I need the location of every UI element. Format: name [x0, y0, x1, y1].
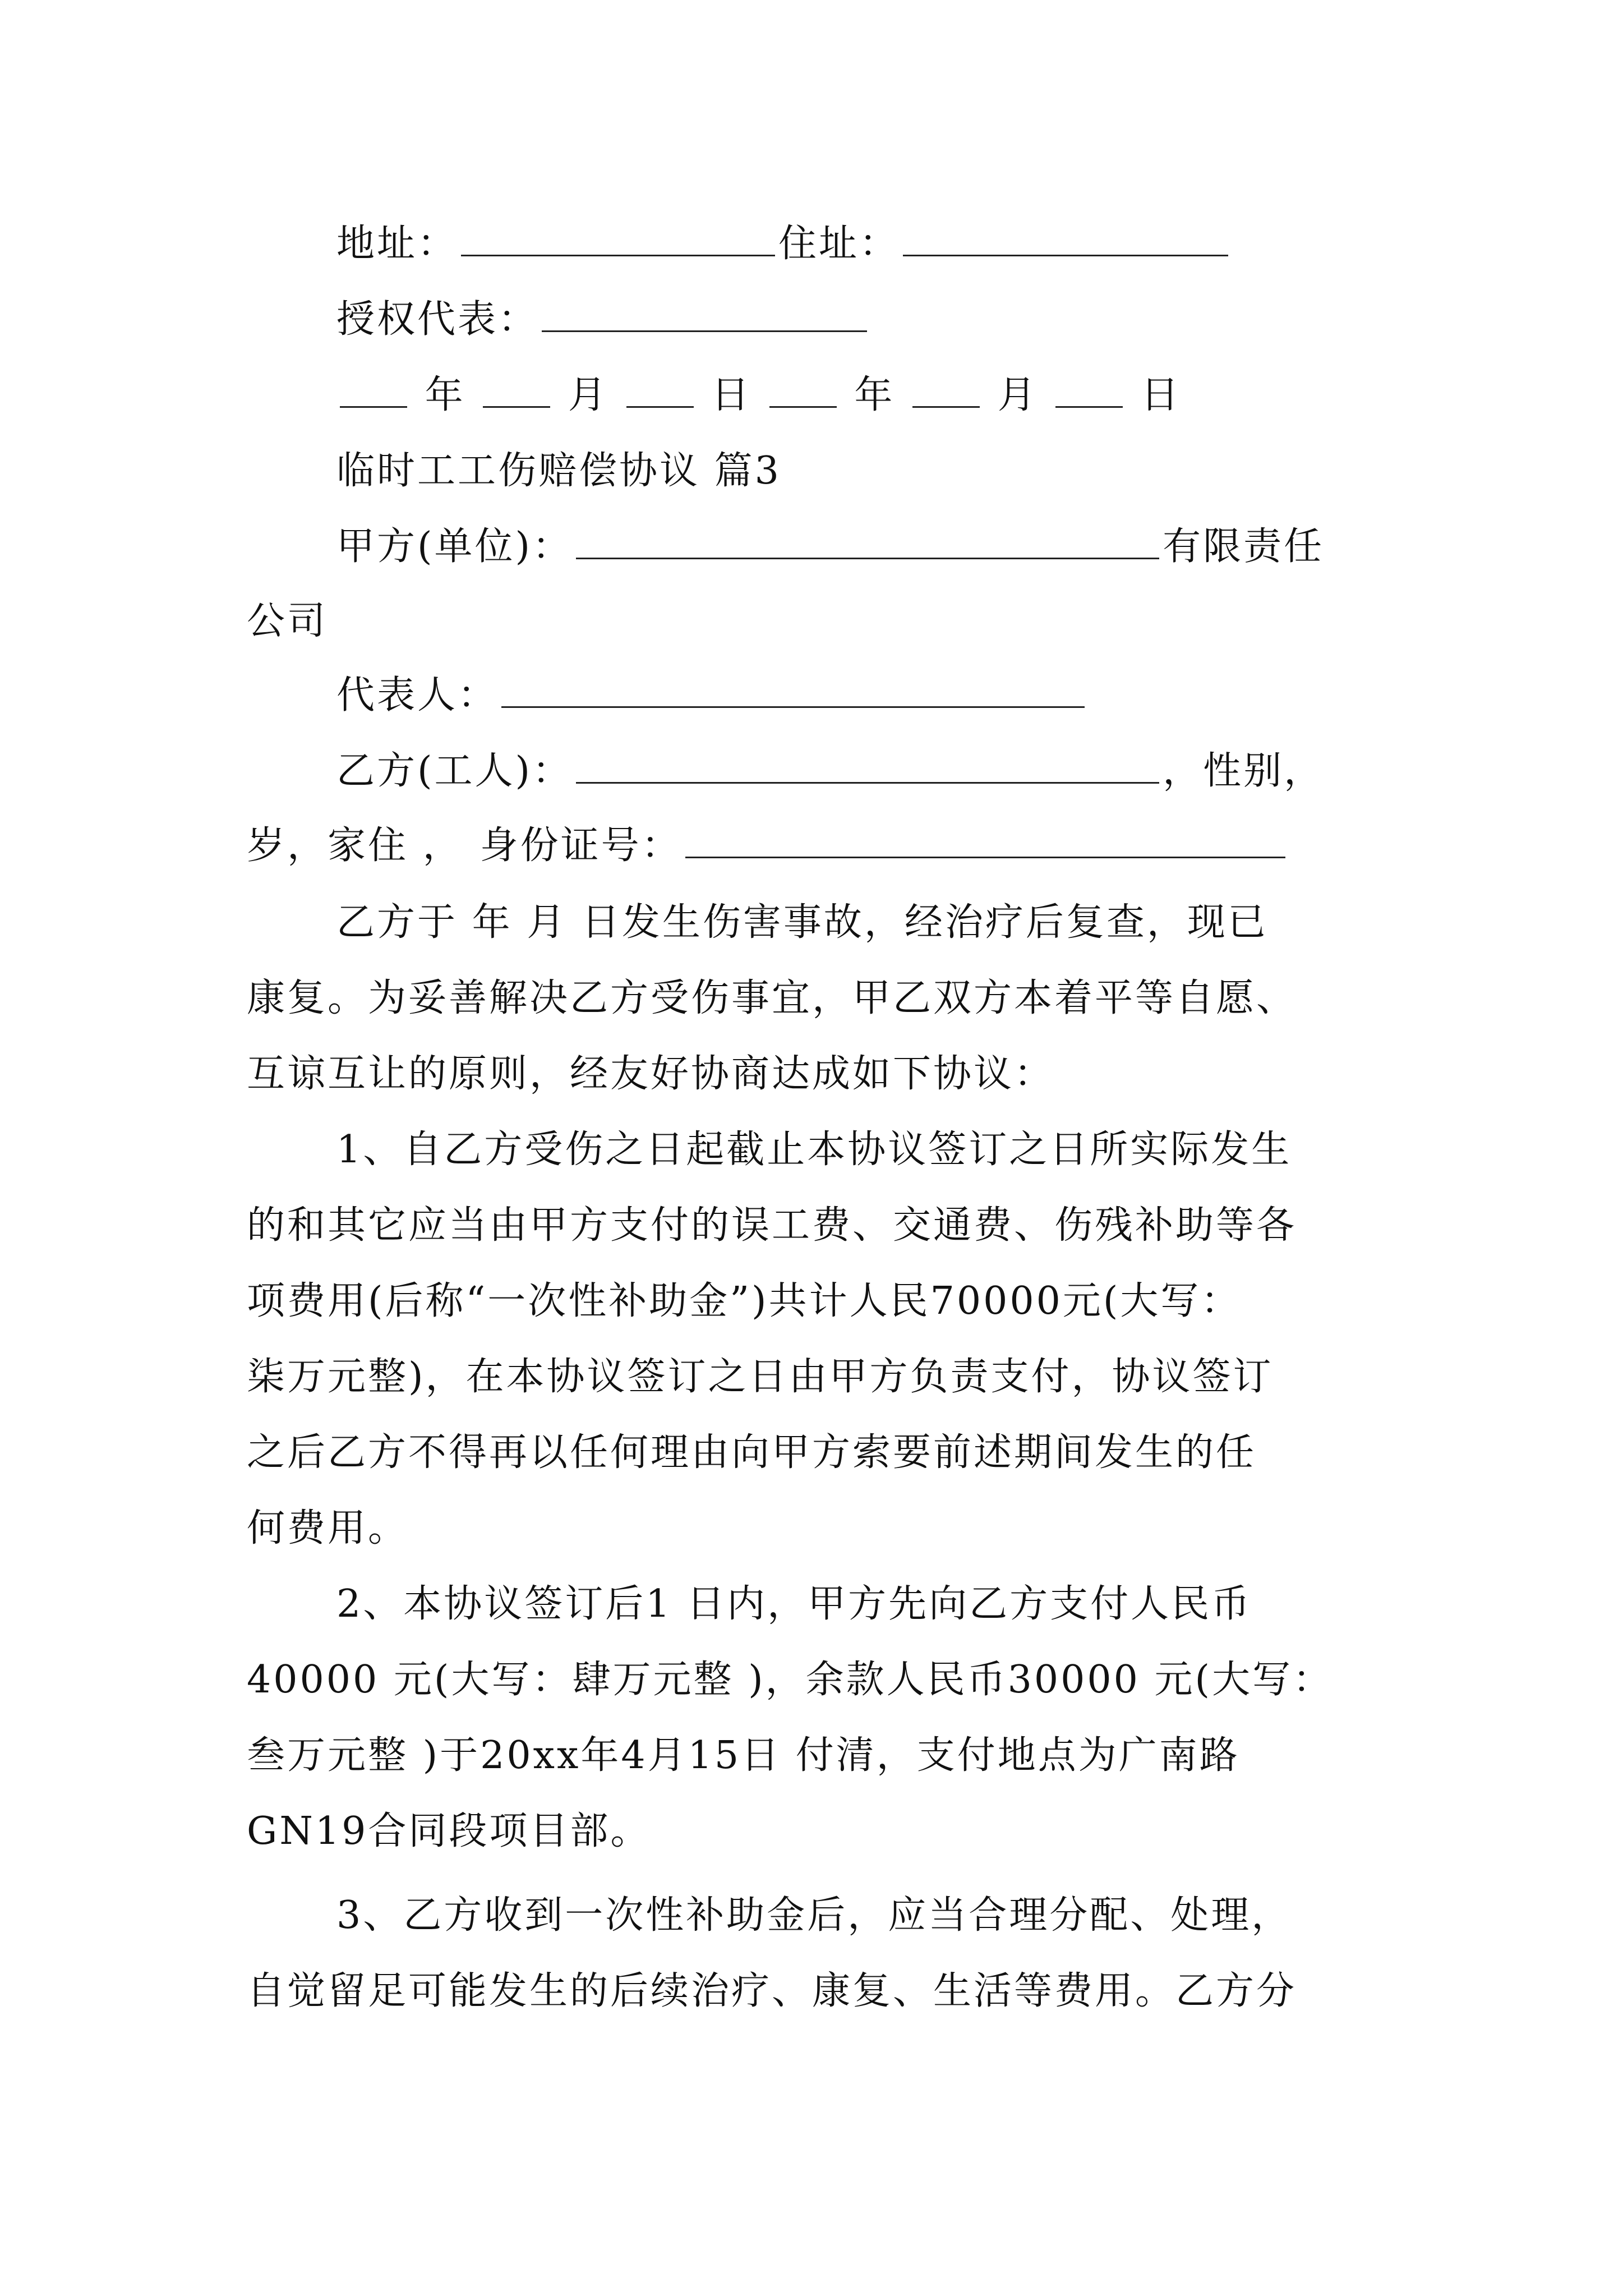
- authorized-rep-label: 授权代表：: [336, 297, 539, 342]
- section-heading: 临时工工伤赔偿协议 篇3: [336, 449, 781, 493]
- party-b-label: 乙方(工人)：: [336, 749, 573, 793]
- month-label-2: 月: [997, 373, 1038, 417]
- year-label-2: 年: [854, 373, 895, 417]
- representative-label: 代表人：: [336, 673, 499, 717]
- authorized-rep-blank: [542, 298, 867, 332]
- year-blank-1: [340, 374, 407, 408]
- paragraph-1-line-3: 互谅互让的原则，经友好协商达成如下协议：: [247, 1052, 1055, 1096]
- clause-3-line-1: 3、乙方收到一次性补助金后，应当合理分配、处理，: [336, 1893, 1292, 1938]
- party-a-blank: [576, 525, 1159, 559]
- representative-blank: [501, 674, 1085, 708]
- day-blank-2: [1055, 374, 1123, 408]
- month-blank-2: [912, 374, 980, 408]
- date-line: [336, 373, 1181, 418]
- day-label-1: 日: [711, 373, 752, 417]
- clause-1-line-6: 何费用。: [247, 1506, 409, 1550]
- party-a-line-cont: 公司: [247, 599, 328, 643]
- party-b-blank: [576, 749, 1159, 784]
- clause-2-line-1: 2、本协议签订后1 日内，甲方先向乙方支付人民币: [336, 1582, 1252, 1626]
- party-a-suffix: 有限责任: [1163, 524, 1325, 569]
- paragraph-1-line-1: 乙方于 年 月 日发生伤害事故，经治疗后复查，现已: [336, 900, 1268, 945]
- representative-line: [336, 673, 1088, 718]
- party-b-gender: ，性别，: [1163, 749, 1325, 793]
- clause-1-line-1: 1、自乙方受伤之日起截止本协议签订之日所实际发生: [336, 1128, 1292, 1172]
- party-b-line: [336, 749, 1324, 794]
- clause-2-line-2: 40000 元(大写：肆万元整 )，余款人民币30000 元(大写：: [247, 1658, 1334, 1702]
- authorized-rep-line: [336, 297, 870, 342]
- month-blank-1: [483, 374, 550, 408]
- party-a-label: 甲方(单位)：: [336, 524, 573, 569]
- address-label: 地址：: [336, 222, 458, 266]
- id-number-label: 身份证号：: [479, 823, 682, 868]
- clause-1-line-5: 之后乙方不得再以任何理由向甲方索要前述期间发生的任: [247, 1430, 1257, 1475]
- clause-2-line-4: GN19合同段项目部。: [247, 1809, 651, 1853]
- day-blank-1: [626, 374, 694, 408]
- id-number-blank: [685, 824, 1285, 858]
- clause-2-line-3: 叁万元整 )于20xx年4月15日 付清，支付地点为广南路: [247, 1733, 1240, 1778]
- month-label-1: 月: [568, 373, 608, 417]
- residence-label: 住址：: [778, 222, 900, 266]
- address-line: [336, 222, 1232, 266]
- address-blank: [461, 222, 775, 256]
- clause-1-line-4: 柒万元整)，在本协议签订之日由甲方负责支付，协议签订: [247, 1355, 1274, 1399]
- party-b-age-home: 岁，家住 ，: [247, 823, 463, 868]
- year-label-1: 年: [425, 373, 465, 417]
- year-blank-2: [769, 374, 837, 408]
- clause-1-line-2: 的和其它应当由甲方支付的误工费、交通费、伤残补助等各: [247, 1203, 1297, 1248]
- party-b-line-cont: [247, 823, 1289, 868]
- paragraph-1-line-2: 康复。为妥善解决乙方受伤事宜，甲乙双方本着平等自愿、: [247, 976, 1297, 1020]
- residence-blank: [903, 222, 1228, 256]
- day-label-2: 日: [1140, 373, 1181, 417]
- party-a-line: [336, 524, 1324, 569]
- clause-3-line-2: 自觉留足可能发生的后续治疗、康复、生活等费用。乙方分: [247, 1969, 1297, 2013]
- clause-1-line-3: 项费用(后称“一次性补助金”)共计人民70000元(大写：: [247, 1279, 1242, 1323]
